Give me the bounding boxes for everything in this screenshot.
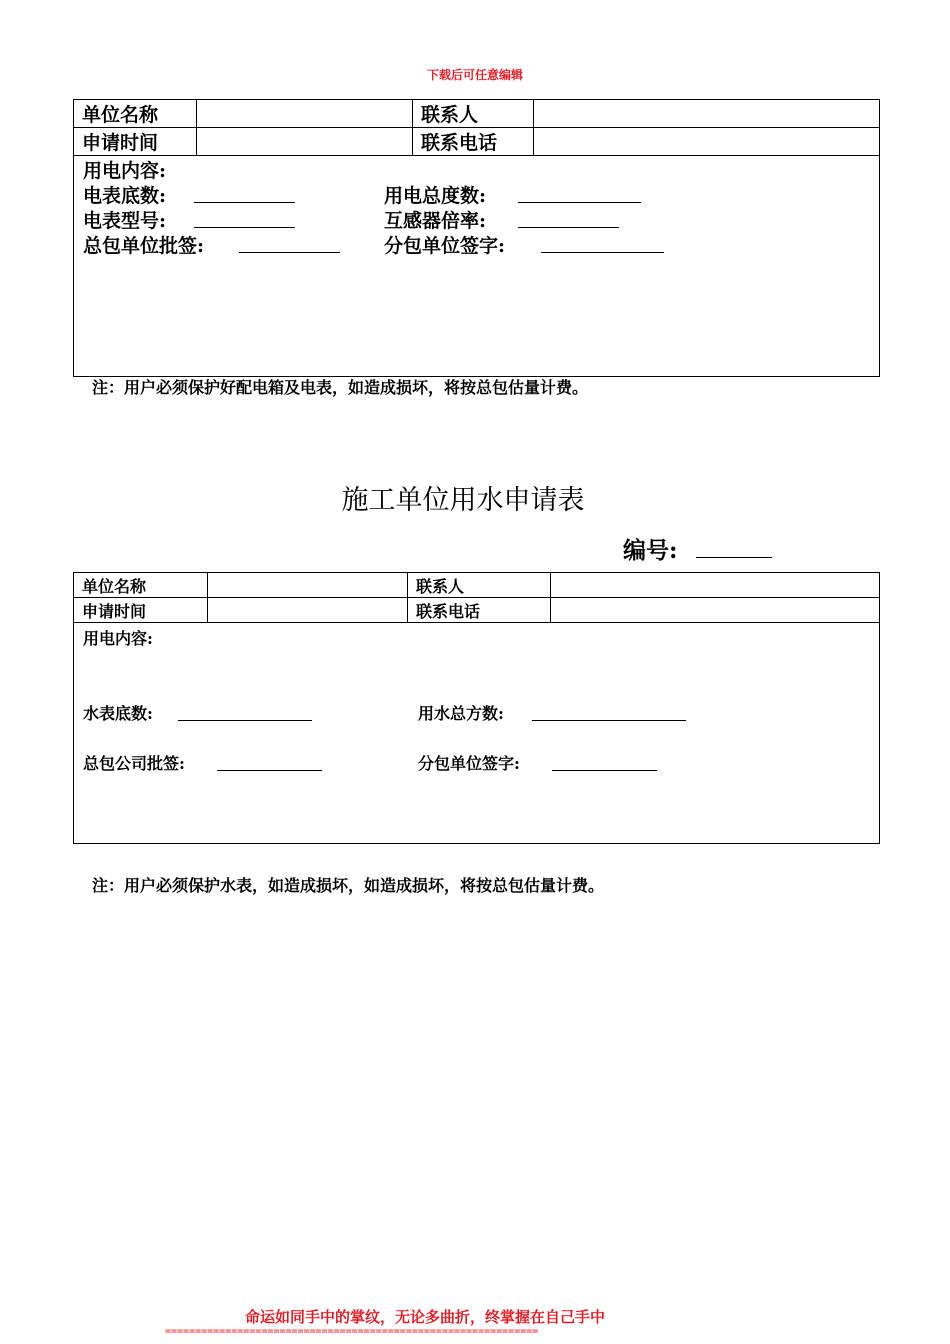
phone-label: 联系电话: [413, 128, 534, 156]
table-row: [74, 100, 880, 128]
apply-time-label: 申请时间: [74, 128, 197, 156]
content-label: 用电内容:: [83, 160, 167, 182]
unit-name-label: 单位名称: [74, 100, 197, 128]
contact-label: 联系人: [413, 100, 534, 128]
unit-name-label: 单位名称: [74, 573, 208, 598]
ct-ratio-label: 互感器倍率:: [384, 210, 487, 232]
content-area[interactable]: [74, 623, 880, 844]
water-total-label: 用水总方数:: [418, 704, 504, 723]
water-base-label: 水表底数:: [83, 704, 153, 723]
meter-base-field[interactable]: [194, 201, 295, 203]
water-base-field[interactable]: [178, 719, 312, 721]
contact-field[interactable]: [534, 100, 880, 128]
water-form-table: [73, 572, 880, 844]
contact-field[interactable]: [551, 573, 880, 598]
ct-ratio-field[interactable]: [518, 226, 619, 228]
water-total-field[interactable]: [532, 719, 686, 721]
meter-model-label: 电表型号:: [83, 210, 167, 232]
table-row: [74, 623, 880, 844]
table-row: [74, 156, 880, 377]
apply-time-field[interactable]: [208, 598, 408, 623]
phone-label: 联系电话: [408, 598, 551, 623]
meter-base-label: 电表底数:: [83, 185, 167, 207]
sub-sign-field[interactable]: [541, 251, 664, 253]
apply-time-field[interactable]: [197, 128, 413, 156]
electricity-form-table: [73, 99, 880, 377]
form2-note: 注：用户必须保护水表，如造成损坏，如造成损坏，将按总包估量计费。: [92, 876, 605, 895]
gc-sign-field[interactable]: [239, 251, 340, 253]
apply-time-label: 申请时间: [74, 598, 208, 623]
form1-note: 注：用户必须保护好配电箱及电表，如造成损坏，将按总包估量计费。: [92, 378, 589, 397]
footer-motto: 命运如同手中的掌纹，无论多曲折，终掌握在自己手中: [244, 1308, 605, 1326]
serial-number-label: 编号:: [623, 537, 678, 564]
serial-number: [623, 532, 772, 565]
contact-label: 联系人: [408, 573, 551, 598]
unit-name-field[interactable]: [197, 100, 413, 128]
footer-divider: ==============================================================: [165, 1326, 539, 1337]
phone-field[interactable]: [551, 598, 880, 623]
total-usage-field[interactable]: [518, 201, 641, 203]
content-area[interactable]: [74, 156, 880, 377]
table-row: [74, 573, 880, 598]
content-label: 用电内容:: [83, 629, 153, 648]
gc-sign-field[interactable]: [217, 769, 322, 771]
table-row: [74, 128, 880, 156]
serial-number-field[interactable]: [696, 556, 772, 558]
phone-field[interactable]: [534, 128, 880, 156]
top-note: 下载后可任意编辑: [426, 68, 523, 82]
gc-sign-label: 总包公司批签:: [83, 754, 185, 773]
sub-sign-label: 分包单位签字:: [384, 235, 506, 257]
sub-sign-field[interactable]: [552, 769, 657, 771]
total-usage-label: 用电总度数:: [384, 185, 487, 207]
meter-model-field[interactable]: [194, 226, 295, 228]
table-row: [74, 598, 880, 623]
unit-name-field[interactable]: [208, 573, 408, 598]
page-title: 施工单位用水申请表: [341, 485, 585, 516]
sub-sign-label: 分包单位签字:: [418, 754, 520, 773]
gc-sign-label: 总包单位批签:: [83, 235, 205, 257]
